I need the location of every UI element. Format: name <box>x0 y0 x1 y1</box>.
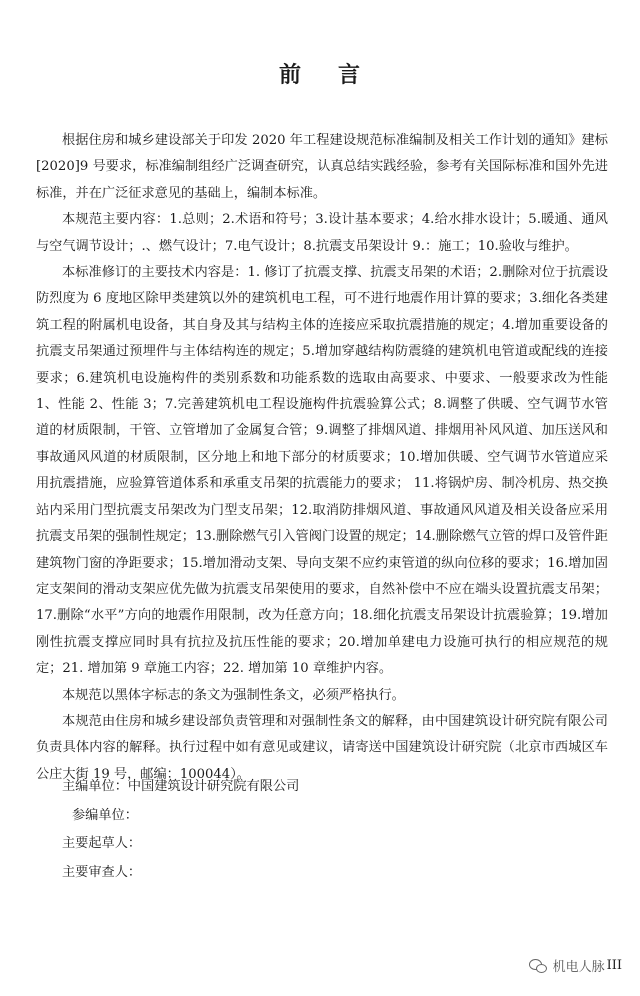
page-number: III <box>606 958 622 973</box>
paragraph-mandatory: 本规范以黑体字标志的条文为强制性条文，必须严格执行。 <box>62 687 405 703</box>
paragraph-management: 本规范由住房和城乡建设部负责管理和对强制性条文的解释，由中国建筑设计研究院有限公司负责具体内容的解释。执行过程中如有意见或建议，请寄送中国建筑设计研究院（北京市西城区车公庄大街 19 号，邮编：100044）。 <box>36 713 608 782</box>
paragraph-contents: 本规范主要内容：1.总则；2.术语和符号；3.设计基本要求；4.给水排水设计；5.暖通、通风与空气调节设计；.、燃气设计；7.电气设计；8.抗震支吊架设计 9.：施工；10.验收与维护。 <box>36 212 608 254</box>
page-title <box>0 58 640 89</box>
chief-editor-line: 主编单位：中国建筑设计研究院有限公司 <box>62 779 300 794</box>
brand-watermark: 机电人脉 <box>552 960 605 975</box>
reviewers-line: 主要审查人： <box>62 865 142 880</box>
title-char-1: 前 <box>278 63 302 88</box>
footer <box>529 956 622 975</box>
participating-units-line: 参编单位： <box>72 808 138 823</box>
drafters-line: 主要起草人： <box>62 836 142 851</box>
title-char-2: 言 <box>338 63 362 88</box>
wechat-icon <box>529 959 547 973</box>
paragraph-basis: 根据住房和城乡建设部关于印发 2020 年工程建设规范标准编制及相关工作计划的通知》建标[2020]9 号要求，标准编制组经广泛调查研究，认真总结实践经验，参考有关国际标准和国外先进标准，并在广泛征求意见的基础上，编制本标准。 <box>36 133 608 201</box>
paragraph-revisions: 本标准修订的主要技术内容是：1. 修订了抗震支撑、抗震支吊架的术语；2.删除对位于抗震设防烈度为 6 度地区除甲类建筑以外的建筑机电工程，可不进行地震作用计算的要求；3.细化各类建筑工程的附属机电设备，其自身及其与结构主体的连接应采取抗震措施的规定；4.增加重要设备的抗震支吊架通过预埋件与主体结构连的规定；5.增加穿越结构防震缝的建筑机电管道或配线的连接要求；6.建筑机电设施构件的类别系数和功能系数的选取由高要求、中要求、一般要求改为性能 1、性能 2、性能 3；7.完善建筑机电工程设施构件抗震验算公式；8.调整了供暖、空气调节水管道的材质限制，干管、立管增加了金属复合管；9.调整了排烟风道、排烟用补风风道、加压送风和事故通风风道的材质限制，区分地上和地下部分的材质要求；10.增加供暖、空气调节水管道应采用抗震措施，应验算管道体系和承重支吊架的抗震能力的要求； 11.将锅炉房、制冷机房、热交换站内采用门型抗震支吊架改为门型支吊架；12.取消防排烟风道、事故通风风道及相关设备应采用抗震支吊架的强制性规定；13.删除燃气引入管阀门设置的规定；14.删除燃气立管的焊口及管件距建筑物门窗的净距要求；15.增加滑动支架、导向支架不应约束管道的纵向位移的要求；16.增加固定支架间的滑动支架应优先做为抗震支吊架使用的要求，自然补偿中不应在端头设置抗震支吊架；17.删除“水平”方向的地震作用限制，改为任意方向；18.细化抗震支吊架设计抗震验算；19.增加刚性抗震支撑应同时具有抗拉及抗压性能的要求；20.增加单建电力设施可执行的相应规范的规定；21. 增加第 9 章施工内容；22. 增加第 10 章维护内容。 <box>36 265 608 677</box>
document-body <box>36 128 608 788</box>
